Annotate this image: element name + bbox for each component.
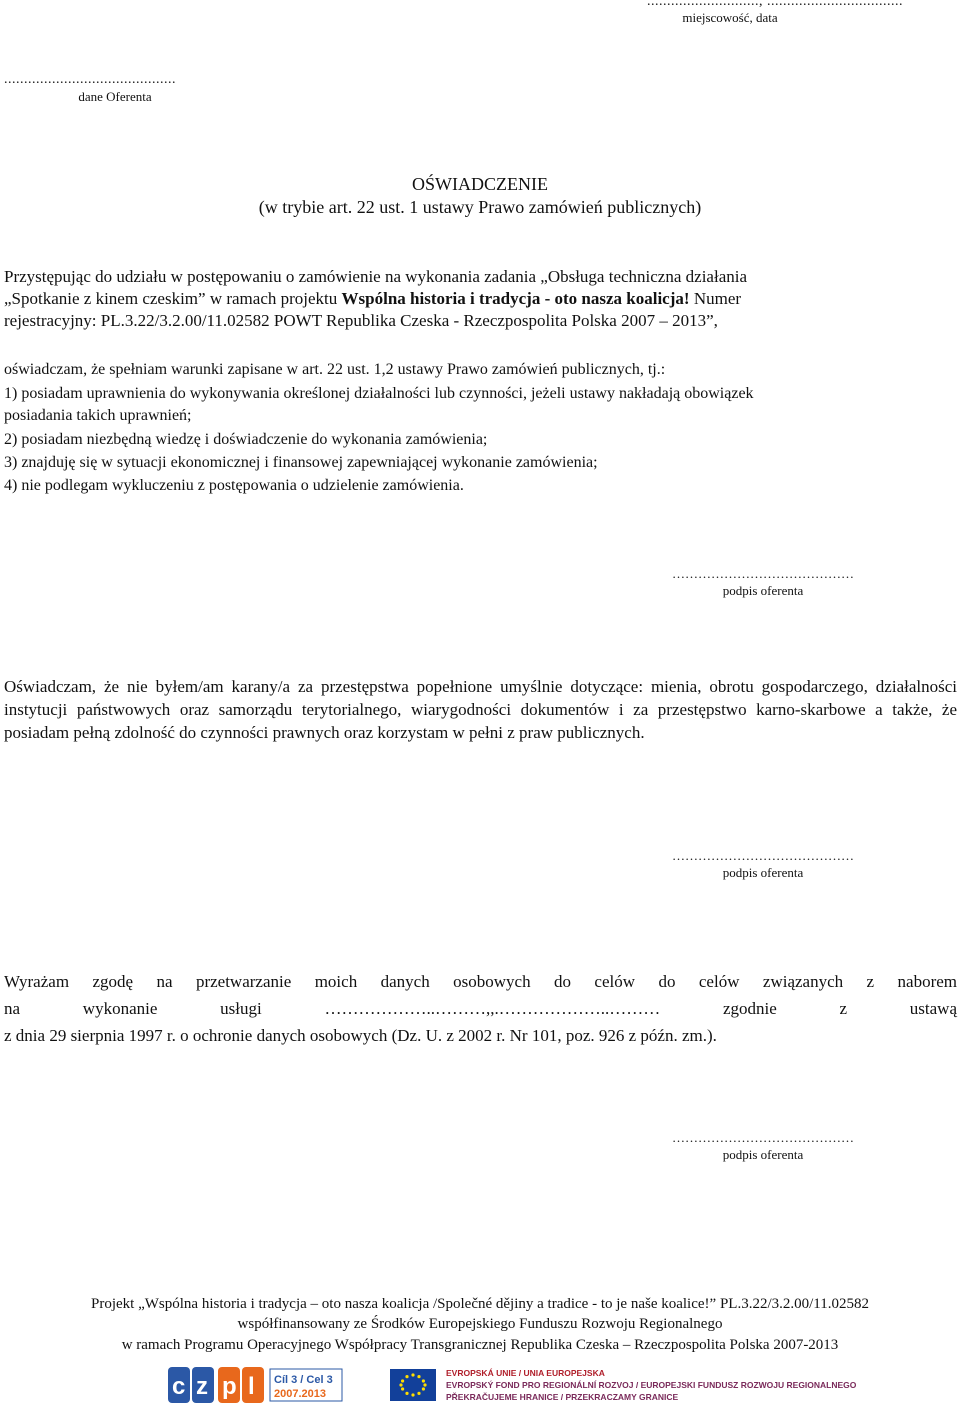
project-name: Wspólna historia i tradycja - oto nasza koalicja! bbox=[341, 289, 690, 308]
svg-text:EVROPSKÁ UNIE / UNIA EUROPEJSK: EVROPSKÁ UNIE / UNIA EUROPEJSKA bbox=[446, 1368, 605, 1378]
czpl-logo bbox=[168, 1365, 344, 1405]
svg-text:PŘEKRAČUJEME HRANICE / PRZEKRA: PŘEKRAČUJEME HRANICE / PRZEKRACZAMY GRANICE bbox=[446, 1392, 679, 1402]
svg-text:p: p bbox=[222, 1373, 237, 1400]
offeror-dots: ........................................... bbox=[4, 72, 176, 87]
offeror-label: dane Oferenta bbox=[78, 89, 152, 104]
signature-3-dots: …………………………………… bbox=[672, 1130, 854, 1145]
document-subtitle: (w trybie art. 22 ust. 1 ustawy Prawo zamówień publicznych) bbox=[258, 197, 702, 217]
intro-line-2 bbox=[4, 288, 957, 310]
document-title: OŚWIADCZENIE bbox=[412, 174, 548, 194]
svg-text:c: c bbox=[172, 1373, 186, 1400]
signature-1-label: podpis oferenta bbox=[722, 583, 804, 598]
signature-1-dots: …………………………………… bbox=[672, 566, 854, 581]
place-date-label: miejscowość, data bbox=[682, 10, 778, 25]
svg-text:l: l bbox=[248, 1373, 255, 1400]
declaration-item-1-cont: posiadania takich uprawnień; bbox=[4, 407, 192, 424]
svg-text:Cíl 3 / Cel 3: Cíl 3 / Cel 3 bbox=[274, 1374, 333, 1386]
criminal-record-statement: Oświadczam, że nie byłem/am karany/a za przestępstwa popełnione umyślnie dotyczące: mienia, obrotu gospodarczego, działalności instytucji państwowych oraz samorządu terytorialnego, wiarygodności dokumentów i za przestępstwo karno-skarbowe a także, że posiadam pełną zdolność do czynności prawnych oraz korzystam w pełni z praw publicznych. bbox=[4, 677, 957, 742]
declaration-item-3: 3) znajduję się w sytuacji ekonomicznej i finansowej zapewniającej wykonanie zamówienia; bbox=[4, 454, 598, 471]
intro-line-1: Przystępując do udziału w postępowaniu o zamówienie na wykonania zadania „Obsługa techniczna działania bbox=[4, 267, 748, 286]
footer-program-line: w ramach Programu Operacyjnego Współpracy Transgranicznej Republika Czeska – Rzeczpospolita Polska 2007-2013 bbox=[121, 1337, 839, 1353]
consent-line-3: z dnia 29 sierpnia 1997 r. o ochronie danych osobowych (Dz. U. z 2002 r. Nr 101, poz. 926 z późn. zm.). bbox=[4, 1026, 717, 1045]
signature-2-dots: …………………………………… bbox=[672, 848, 854, 863]
declaration-item-4: 4) nie podlegam wykluczeniu z postępowania o udzielenie zamówienia. bbox=[4, 477, 464, 494]
svg-text:z: z bbox=[196, 1373, 208, 1400]
place-date-dots: ............................, .................................. bbox=[647, 0, 903, 9]
consent-line-1: Wyrażam zgodę na przetwarzanie moich danych osobowych do celów do celów związanych z naborem bbox=[4, 972, 957, 991]
footer-project-line: Projekt „Wspólna historia i tradycja – oto nasza koalicja /Společné dějiny a tradice - to je naše koalice!” PL.3.22/3.2.00/11.02582 bbox=[91, 1296, 869, 1312]
declaration-item-2: 2) posiadam niezbędną wiedzę i doświadczenie do wykonania zamówienia; bbox=[4, 431, 488, 448]
signature-2-label: podpis oferenta bbox=[722, 865, 804, 880]
footer-cofinance-line: współfinansowany ze Środków Europejskiego Funduszu Rozwoju Regionalnego bbox=[237, 1316, 723, 1332]
intro-line-2-post: Numer bbox=[689, 289, 742, 308]
declaration-item-1: 1) posiadam uprawnienia do wykonywania określonej działalności lub czynności, jeżeli ustawy nakładają obowiązek bbox=[4, 385, 754, 402]
intro-line-2-pre: „Spotkanie z kinem czeskim” w ramach projektu bbox=[4, 289, 342, 308]
declaration-lead: oświadczam, że spełniam warunki zapisane w art. 22 ust. 1,2 ustawy Prawo zamówień publicznych, tj.: bbox=[4, 361, 666, 378]
svg-text:2007.2013: 2007.2013 bbox=[274, 1388, 326, 1400]
svg-text:EVROPSKÝ FOND PRO REGIONÁLNÍ R: EVROPSKÝ FOND PRO REGIONÁLNÍ ROZVOJ / EUROPEJSKI FUNDUSZ ROZWOJU REGIONALNEGO bbox=[446, 1380, 857, 1390]
intro-line-3: rejestracyjny: PL.3.22/3.2.00/11.02582 POWT Republika Czeska - Rzeczpospolita Polska 2007 – 2013”, bbox=[4, 311, 718, 330]
eu-logo bbox=[388, 1363, 857, 1407]
signature-3-label: podpis oferenta bbox=[722, 1147, 804, 1162]
consent-line-2: na wykonanie usługi ………………..………,,.………………..……… zgodnie z ustawą bbox=[4, 999, 957, 1018]
